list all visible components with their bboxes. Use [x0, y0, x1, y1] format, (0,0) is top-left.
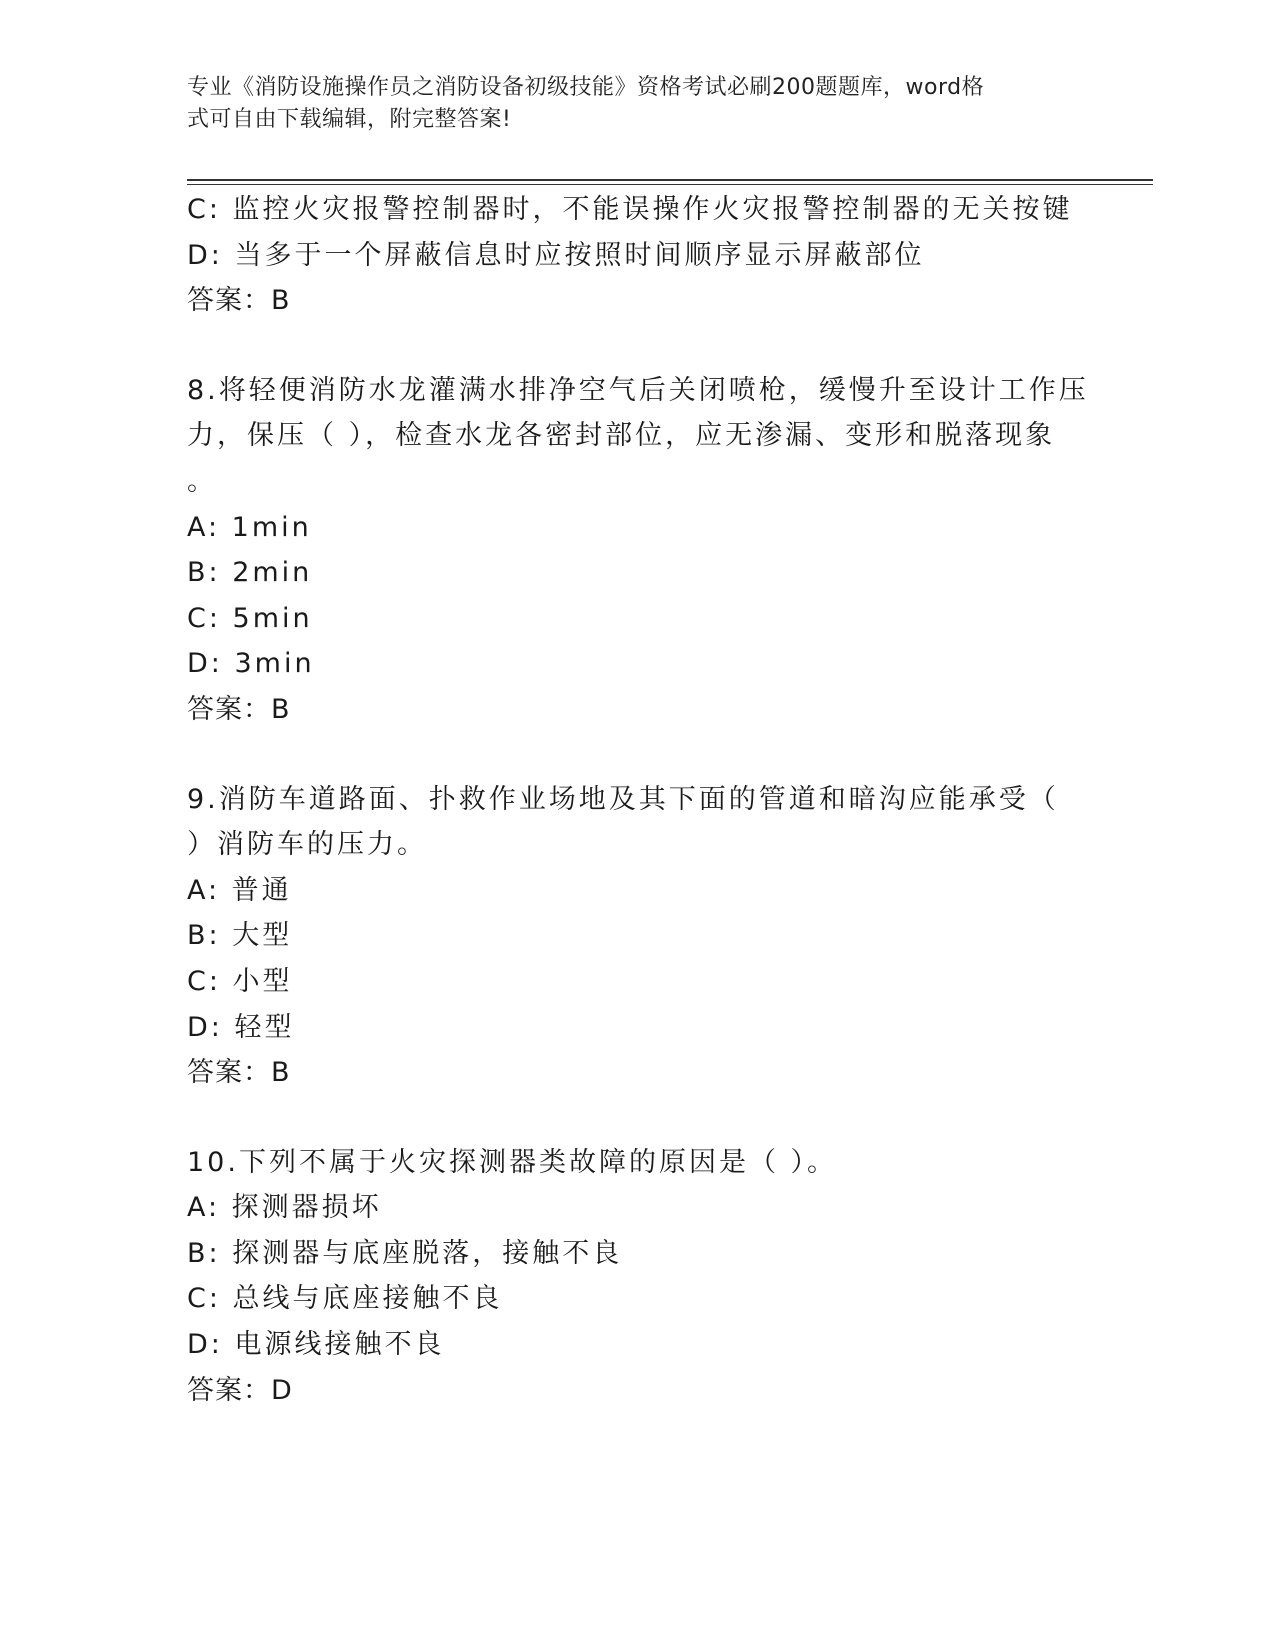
answer: 答案：B [187, 693, 291, 725]
question-stem: ）消防车的压力。 [187, 829, 427, 861]
option-b: B: 探测器与底座脱落，接触不良 [187, 1237, 623, 1269]
answer: 答案：B [187, 285, 291, 317]
option-c: C: 小型 [187, 965, 293, 997]
option-a: A: 普通 [187, 874, 292, 906]
document-body [187, 187, 1089, 1413]
spacer [187, 733, 1067, 777]
question-10 [187, 1140, 1067, 1414]
option-d: D: 当多于一个屏蔽信息时应按照时间顺序显示屏蔽部位 [187, 239, 925, 271]
header-title-line-2: 式可自由下载编辑，附完整答案! [187, 107, 512, 132]
answer: 答案：B [187, 1057, 291, 1089]
option-d: D: 电源线接触不良 [187, 1329, 445, 1361]
question-stem: 9.消防车道路面、扑救作业场地及其下面的管道和暗沟应能承受（ [187, 783, 1059, 815]
question-8 [187, 368, 1089, 733]
option-a: A: 探测器损坏 [187, 1192, 382, 1224]
question-stem: 10.下列不属于火灾探测器类故障的原因是（ ）。 [187, 1146, 838, 1178]
option-c: C: 5min [187, 602, 313, 634]
header-divider-thin [187, 184, 1153, 185]
option-d: D: 轻型 [187, 1011, 295, 1043]
option-b: B: 大型 [187, 920, 293, 952]
option-d: D: 3min [187, 648, 315, 680]
header-title-line-1: 专业《消防设施操作员之消防设备初级技能》资格考试必刷200题题库，word格 [187, 75, 985, 100]
option-a: A: 1min [187, 511, 312, 543]
question-stem: 力，保压（ ），检查水龙各密封部位，应无渗漏、变形和脱落现象 [187, 420, 1056, 452]
spacer [187, 324, 1067, 368]
question-7-tail [187, 187, 1073, 324]
option-b: B: 2min [187, 557, 313, 589]
header-divider-thick [187, 179, 1153, 181]
answer: 答案：D [187, 1374, 293, 1406]
question-stem: 。 [187, 465, 217, 497]
spacer [187, 1096, 1067, 1140]
option-c: C: 监控火灾报警控制器时，不能误操作火灾报警控制器的无关按键 [187, 194, 1073, 225]
question-stem: 8.将轻便消防水龙灌满水排净空气后关闭喷枪，缓慢升至设计工作压 [187, 374, 1089, 406]
option-c: C: 总线与底座接触不良 [187, 1283, 503, 1315]
question-9 [187, 777, 1067, 1096]
page-header [187, 72, 1067, 136]
